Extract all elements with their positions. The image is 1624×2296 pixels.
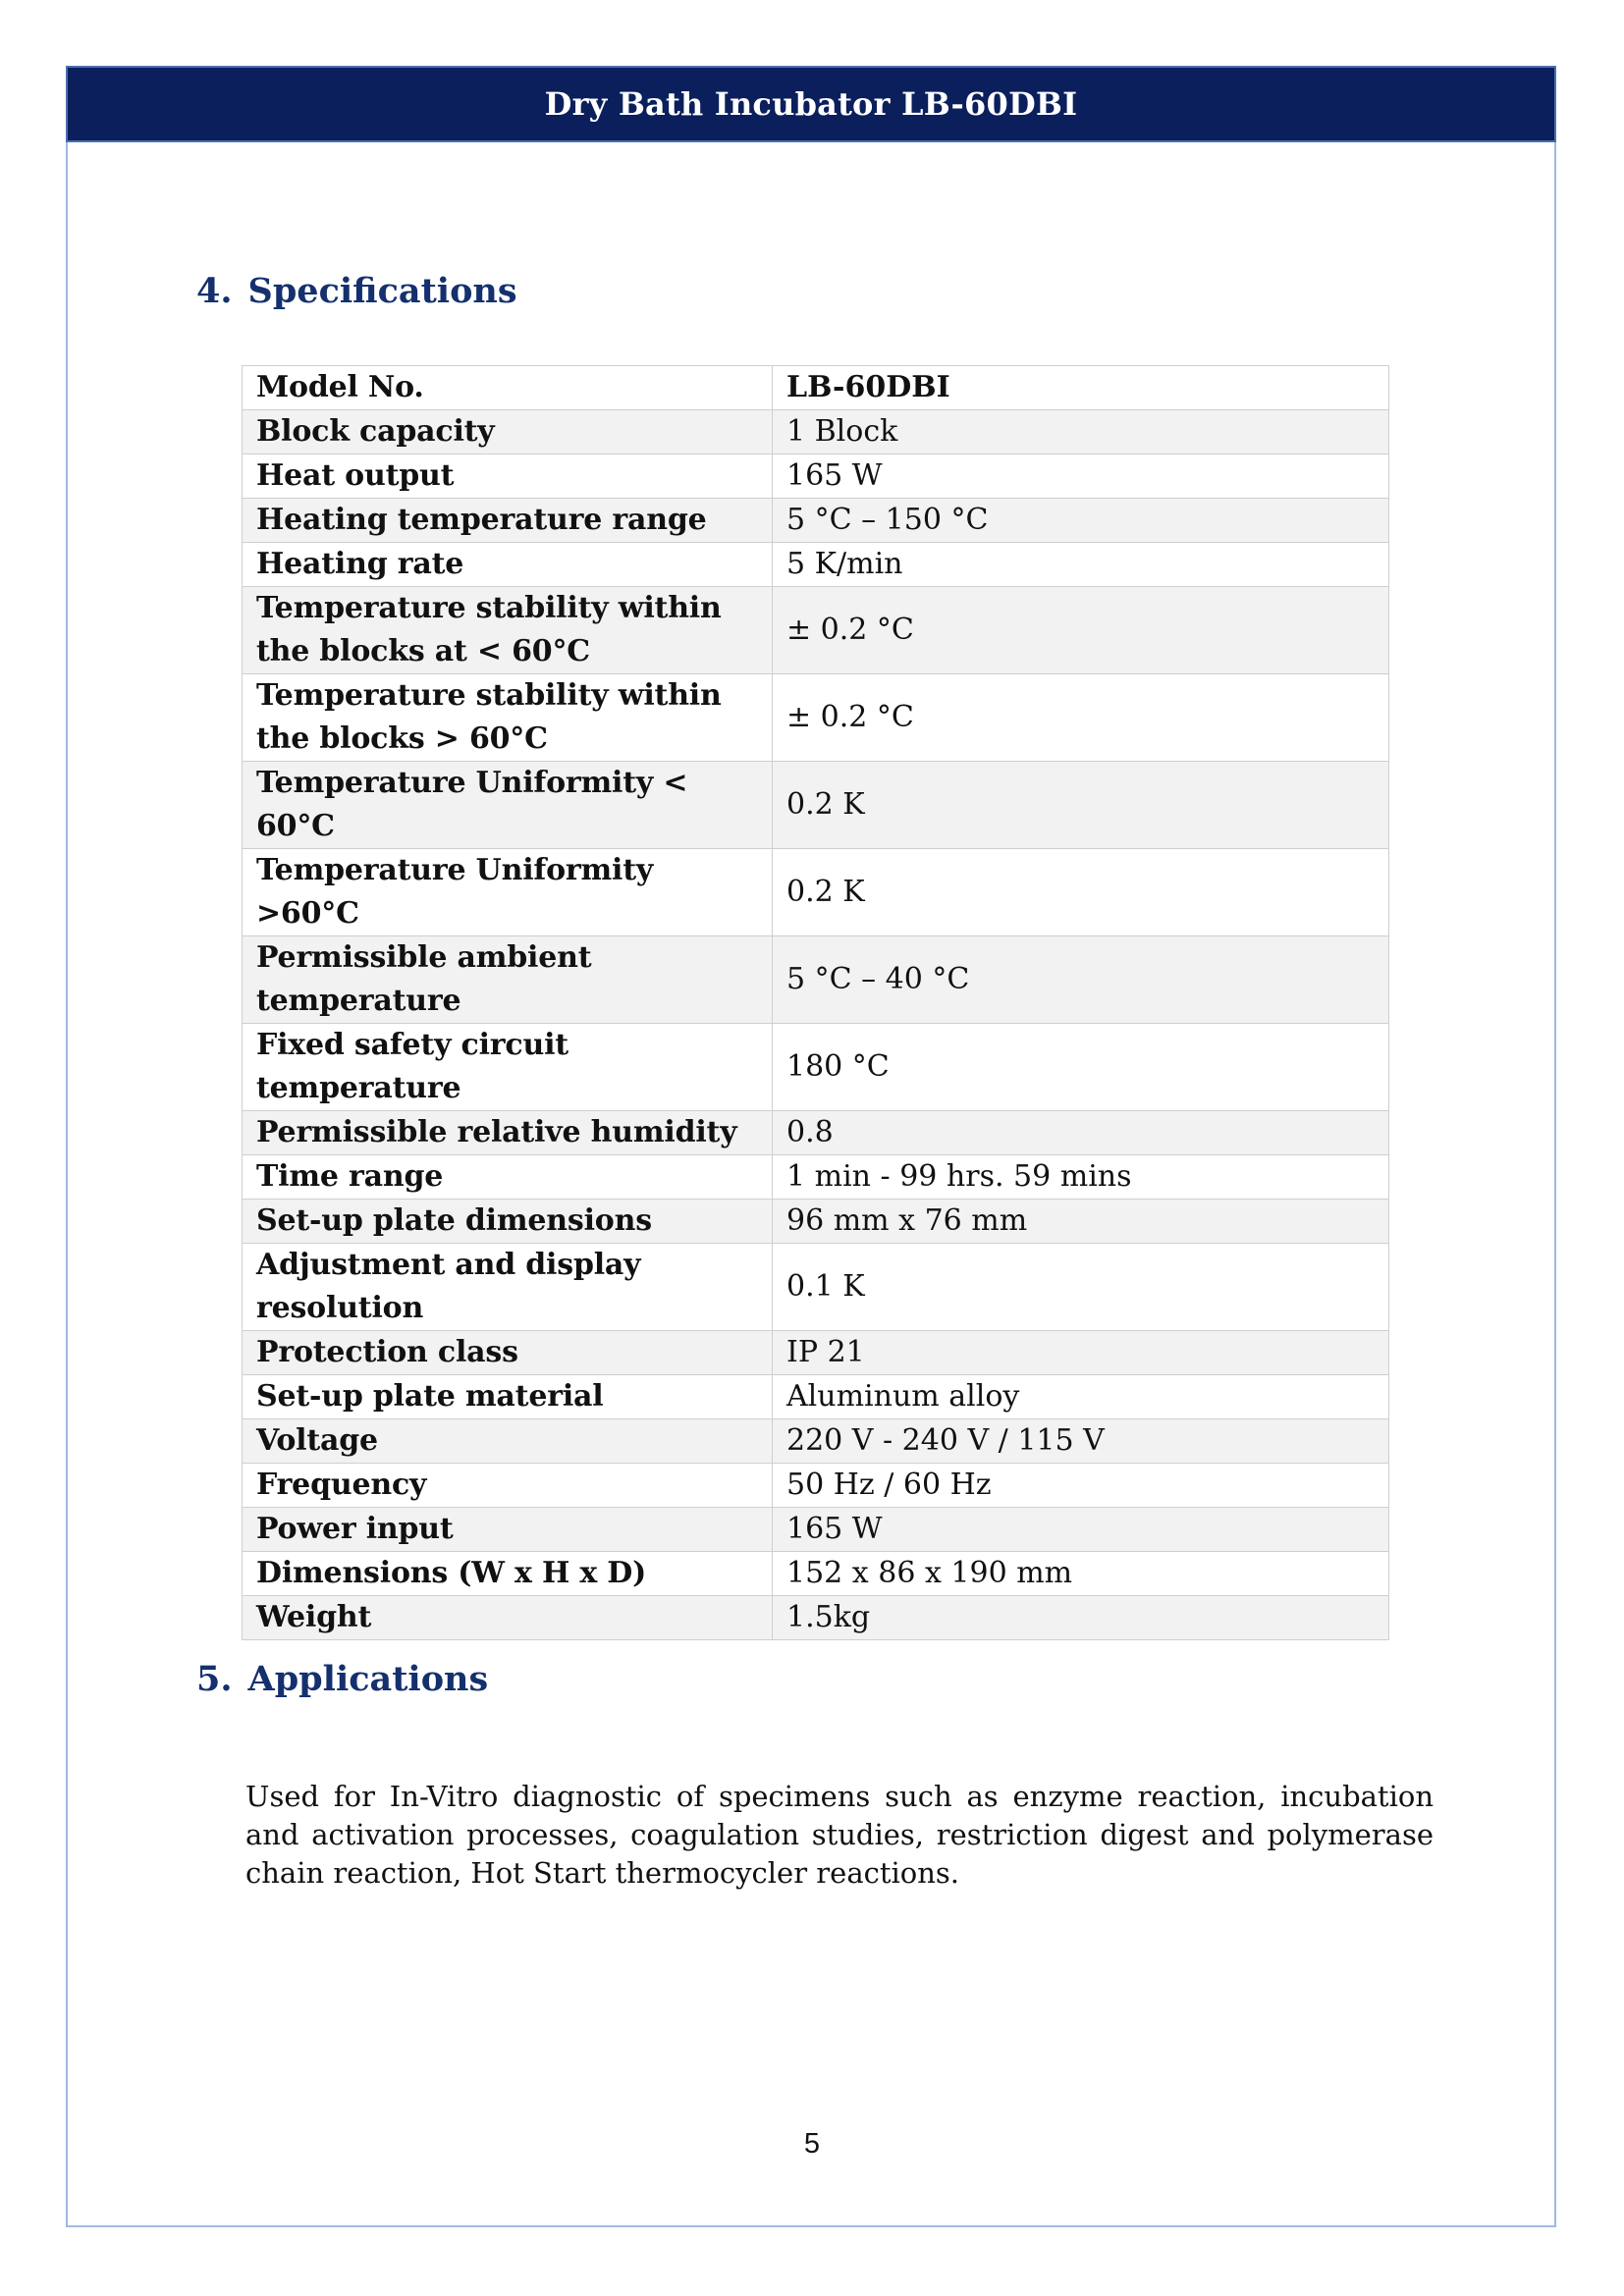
- spec-label: Model No.: [243, 366, 773, 410]
- spec-value: 96 mm x 76 mm: [773, 1200, 1389, 1244]
- section-title: Specifications: [247, 271, 517, 311]
- spec-value: 0.2 K: [773, 762, 1389, 849]
- spec-label: Temperature Uniformity < 60°C: [243, 762, 773, 849]
- table-row: [243, 1111, 1389, 1155]
- spec-label: Time range: [243, 1155, 773, 1200]
- table-row: [243, 936, 1389, 1024]
- page-number: 5: [803, 2128, 821, 2160]
- table-row: [243, 1375, 1389, 1419]
- spec-label: Heating rate: [243, 543, 773, 587]
- section-number: 4.: [196, 271, 233, 311]
- specifications-table-body: [243, 366, 1389, 1640]
- table-row: [243, 1419, 1389, 1464]
- table-row: [243, 1508, 1389, 1552]
- table-row: [243, 1331, 1389, 1375]
- document-header: [66, 66, 1556, 142]
- spec-label: Temperature stability within the blocks at < 60°C: [243, 587, 773, 674]
- spec-label: Dimensions (W x H x D): [243, 1552, 773, 1596]
- spec-label: Temperature Uniformity >60°C: [243, 849, 773, 936]
- spec-value: 165 W: [773, 1508, 1389, 1552]
- spec-value: 5 °C – 150 °C: [773, 499, 1389, 543]
- table-row: [243, 1552, 1389, 1596]
- applications-paragraph: Used for In-Vitro diagnostic of specimens such as enzyme reaction, incubation and activation processes, coagulation studies, restriction digest and polymerase chain reaction, Hot Start thermocycler reactions.: [245, 1780, 1434, 1890]
- document-title: Dry Bath Incubator LB-60DBI: [544, 85, 1078, 123]
- spec-value: IP 21: [773, 1331, 1389, 1375]
- section-number: 5.: [196, 1659, 233, 1699]
- table-row: [243, 1200, 1389, 1244]
- table-row: [243, 1596, 1389, 1640]
- spec-label: Set-up plate dimensions: [243, 1200, 773, 1244]
- specifications-table: [242, 365, 1389, 1640]
- spec-value: 0.1 K: [773, 1244, 1389, 1331]
- spec-label: Temperature stability within the blocks > 60°C: [243, 674, 773, 762]
- spec-value: ± 0.2 °C: [773, 674, 1389, 762]
- spec-value: LB-60DBI: [773, 366, 1389, 410]
- spec-label: Permissible ambient temperature: [243, 936, 773, 1024]
- spec-label: Weight: [243, 1596, 773, 1640]
- table-row: [243, 1464, 1389, 1508]
- spec-value: 1 min - 99 hrs. 59 mins: [773, 1155, 1389, 1200]
- spec-value: 0.8: [773, 1111, 1389, 1155]
- table-row: [243, 543, 1389, 587]
- table-row: [243, 849, 1389, 936]
- spec-label: Heating temperature range: [243, 499, 773, 543]
- spec-value: 220 V - 240 V / 115 V: [773, 1419, 1389, 1464]
- spec-label: Protection class: [243, 1331, 773, 1375]
- table-row: [243, 410, 1389, 454]
- spec-value: 5 °C – 40 °C: [773, 936, 1389, 1024]
- spec-value: 1 Block: [773, 410, 1389, 454]
- table-row: [243, 1244, 1389, 1331]
- table-row: [243, 1024, 1389, 1111]
- spec-label: Voltage: [243, 1419, 773, 1464]
- spec-label: Permissible relative humidity: [243, 1111, 773, 1155]
- spec-label: Power input: [243, 1508, 773, 1552]
- spec-label: Adjustment and display resolution: [243, 1244, 773, 1331]
- table-row: [243, 499, 1389, 543]
- spec-value: 165 W: [773, 454, 1389, 499]
- spec-value: 50 Hz / 60 Hz: [773, 1464, 1389, 1508]
- spec-label: Set-up plate material: [243, 1375, 773, 1419]
- applications-heading: [196, 1659, 488, 1699]
- table-row: [243, 454, 1389, 499]
- table-row: [243, 366, 1389, 410]
- spec-label: Fixed safety circuit temperature: [243, 1024, 773, 1111]
- table-row: [243, 1155, 1389, 1200]
- section-title: Applications: [247, 1659, 489, 1699]
- spec-value: 180 °C: [773, 1024, 1389, 1111]
- table-row: [243, 587, 1389, 674]
- spec-label: Frequency: [243, 1464, 773, 1508]
- spec-value: 152 x 86 x 190 mm: [773, 1552, 1389, 1596]
- spec-value: 1.5kg: [773, 1596, 1389, 1640]
- spec-label: Block capacity: [243, 410, 773, 454]
- specifications-heading: [196, 271, 517, 311]
- spec-value: Aluminum alloy: [773, 1375, 1389, 1419]
- spec-value: 0.2 K: [773, 849, 1389, 936]
- table-row: [243, 762, 1389, 849]
- spec-value: ± 0.2 °C: [773, 587, 1389, 674]
- spec-value: 5 K/min: [773, 543, 1389, 587]
- spec-label: Heat output: [243, 454, 773, 499]
- table-row: [243, 674, 1389, 762]
